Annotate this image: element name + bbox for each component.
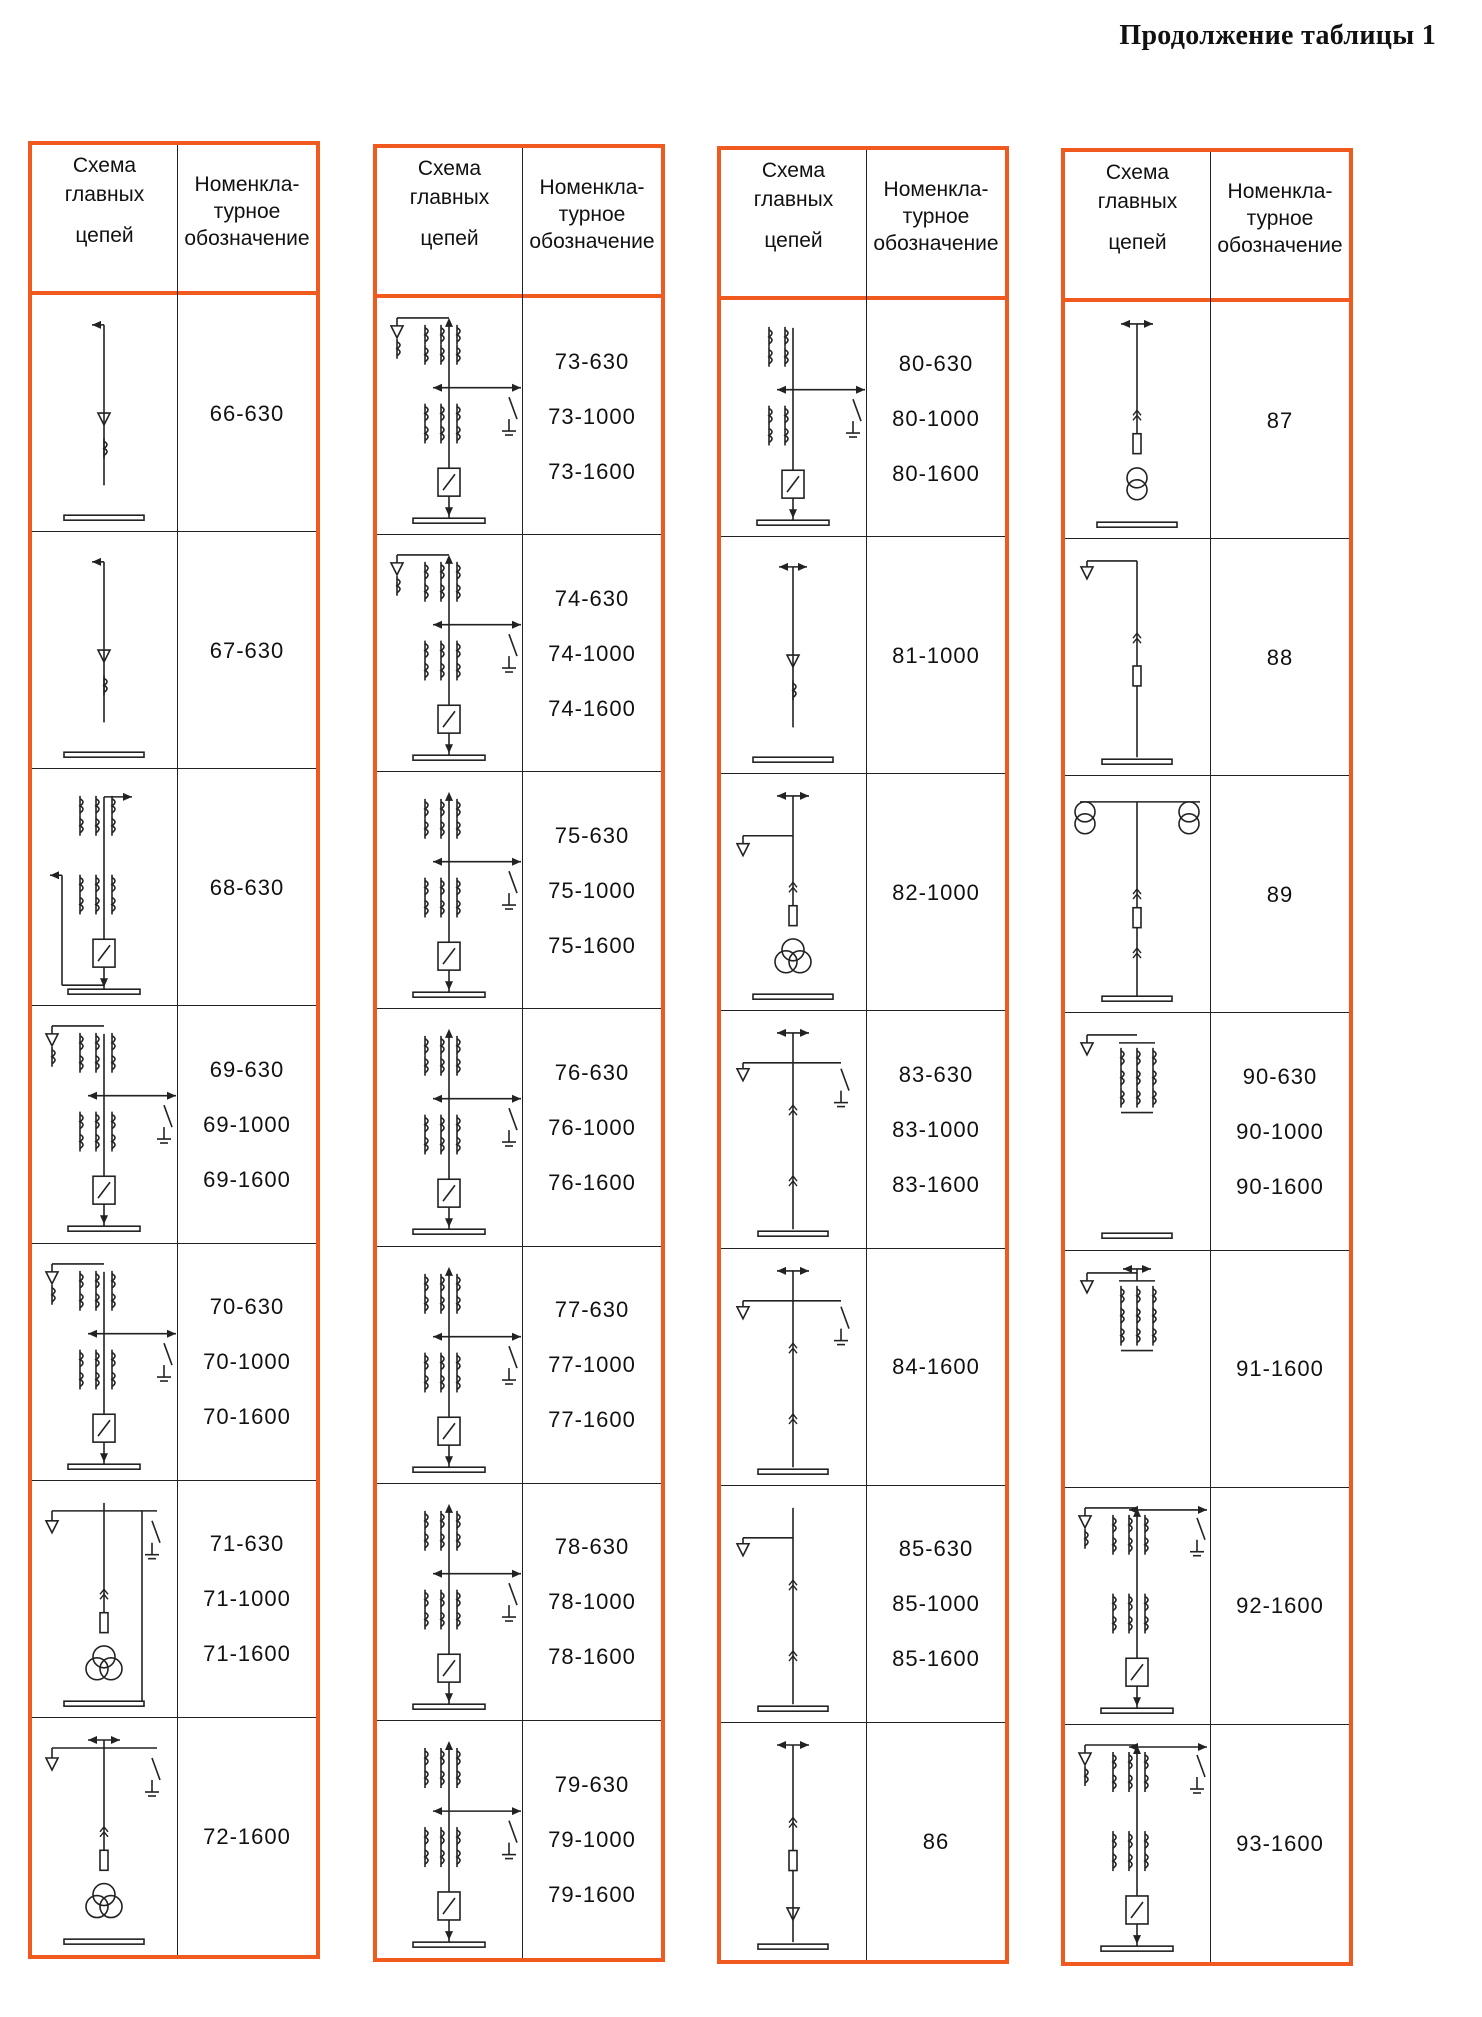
scheme-diagram-cell — [1065, 1488, 1210, 1724]
scheme-diagram-cell — [377, 772, 522, 1008]
table-row — [1065, 776, 1349, 1013]
designation-code: 74-1600 — [548, 695, 636, 721]
designation-cell — [178, 1006, 316, 1242]
designation-code: 79-630 — [554, 1771, 630, 1797]
designation-code: 77-1600 — [548, 1407, 636, 1433]
designation-cell — [178, 1718, 316, 1955]
scheme-diagram-cell — [1065, 539, 1210, 775]
header-designation-line: Номенкла- — [1227, 180, 1333, 203]
table-body — [1065, 302, 1349, 1962]
schematic-76-diagram — [377, 1009, 522, 1245]
designation-code: 78-1000 — [548, 1589, 636, 1615]
scheme-diagram-cell — [377, 298, 522, 534]
header-designation-line: обозначение — [184, 227, 310, 250]
schematic-75-diagram — [377, 772, 522, 1008]
schematic-71-diagram — [32, 1481, 177, 1717]
designation-code: 73-1600 — [548, 458, 636, 484]
scheme-table-4 — [1061, 148, 1353, 1966]
table-header — [32, 145, 316, 295]
designation-cell — [1211, 539, 1349, 775]
scheme-diagram-cell — [32, 1244, 177, 1480]
header-scheme-line: цепей — [75, 224, 134, 247]
schematic-82-diagram — [721, 774, 866, 1010]
designation-cell — [178, 1244, 316, 1480]
designation-code: 84-1600 — [892, 1354, 980, 1380]
schematic-74-diagram — [377, 535, 522, 771]
designation-code: 78-1600 — [548, 1644, 636, 1670]
header-designation-line: турное — [213, 200, 281, 223]
table-row — [377, 1721, 661, 1958]
schematic-83-diagram — [721, 1011, 866, 1247]
scheme-diagram-cell — [721, 1486, 866, 1722]
table-row — [32, 769, 316, 1006]
header-scheme-line: Схема — [72, 154, 137, 177]
table-row — [1065, 1725, 1349, 1962]
designation-cell — [523, 1247, 661, 1483]
designation-cell — [523, 298, 661, 534]
table-body — [32, 295, 316, 1955]
header-scheme-cell — [721, 150, 866, 296]
schematic-81-diagram — [721, 537, 866, 773]
header-scheme-line: цепей — [420, 227, 479, 250]
scheme-diagram-cell — [377, 1009, 522, 1245]
designation-cell — [867, 537, 1005, 773]
designation-code: 85-1600 — [892, 1646, 980, 1672]
scheme-diagram-cell — [1065, 776, 1210, 1012]
designation-code: 90-1000 — [1236, 1118, 1324, 1144]
table-row — [721, 1249, 1005, 1486]
designation-code: 79-1600 — [548, 1881, 636, 1907]
schematic-77-diagram — [377, 1247, 522, 1483]
designation-code: 83-630 — [898, 1061, 974, 1087]
designation-code: 80-630 — [898, 350, 974, 376]
designation-code: 70-1600 — [203, 1404, 291, 1430]
scheme-diagram-cell — [1065, 1725, 1210, 1962]
designation-code: 74-1000 — [548, 640, 636, 666]
header-scheme-cell — [1065, 152, 1210, 298]
designation-code: 90-1600 — [1236, 1173, 1324, 1199]
header-designation-cell — [1211, 178, 1349, 259]
designation-code: 85-630 — [898, 1536, 974, 1562]
designation-code: 86 — [922, 1828, 950, 1854]
header-designation-cell — [178, 171, 316, 252]
designation-code: 83-1600 — [892, 1171, 980, 1197]
designation-code: 79-1000 — [548, 1826, 636, 1852]
table-row — [32, 1006, 316, 1243]
designation-cell — [867, 300, 1005, 536]
schematic-78-diagram — [377, 1484, 522, 1720]
designation-cell — [1211, 1013, 1349, 1249]
schematic-67-diagram — [32, 532, 177, 768]
designation-code: 78-630 — [554, 1534, 630, 1560]
designation-code: 75-1600 — [548, 932, 636, 958]
scheme-diagram-cell — [377, 1721, 522, 1958]
schematic-80-diagram — [721, 300, 866, 536]
schematic-66-diagram — [32, 295, 177, 531]
header-designation-line: обозначение — [1217, 234, 1343, 257]
designation-code: 76-1000 — [548, 1114, 636, 1140]
scheme-diagram-cell — [1065, 302, 1210, 538]
table-row — [32, 1481, 316, 1718]
designation-code: 71-1600 — [203, 1641, 291, 1667]
scheme-diagram-cell — [377, 1247, 522, 1483]
designation-cell — [178, 295, 316, 531]
scheme-diagram-cell — [721, 774, 866, 1010]
scheme-diagram-cell — [377, 535, 522, 771]
table-row — [721, 1486, 1005, 1723]
table-row — [377, 1484, 661, 1721]
header-designation-line: турное — [902, 205, 970, 228]
scheme-diagram-cell — [32, 769, 177, 1005]
designation-cell — [867, 1249, 1005, 1485]
header-scheme-line: главных — [409, 186, 490, 209]
table-row — [377, 535, 661, 772]
table-row — [377, 772, 661, 1009]
table-row — [377, 1009, 661, 1246]
designation-code: 90-630 — [1242, 1063, 1318, 1089]
designation-code: 69-630 — [209, 1056, 285, 1082]
scheme-diagram-cell — [1065, 1013, 1210, 1249]
header-scheme-line: Схема — [417, 157, 482, 180]
scheme-diagram-cell — [721, 1011, 866, 1247]
table-row — [377, 298, 661, 535]
header-scheme-cell — [377, 148, 522, 294]
table-body — [377, 298, 661, 1958]
designation-cell — [523, 535, 661, 771]
designation-code: 73-1000 — [548, 403, 636, 429]
designation-cell — [178, 532, 316, 768]
schematic-86-diagram — [721, 1723, 866, 1960]
schematic-92-diagram — [1065, 1488, 1210, 1724]
designation-code: 76-1600 — [548, 1169, 636, 1195]
schematic-68-diagram — [32, 769, 177, 1005]
designation-code: 76-630 — [554, 1059, 630, 1085]
scheme-diagram-cell — [32, 1006, 177, 1242]
scheme-diagram-cell — [721, 537, 866, 773]
schematic-90-diagram — [1065, 1013, 1210, 1249]
scheme-table-3 — [717, 146, 1009, 1964]
table-row — [32, 1718, 316, 1955]
header-designation-line: Номенкла- — [539, 176, 645, 199]
designation-code: 91-1600 — [1236, 1356, 1324, 1382]
table-row — [721, 1011, 1005, 1248]
schematic-73-diagram — [377, 298, 522, 534]
designation-cell — [867, 1486, 1005, 1722]
designation-cell — [867, 1011, 1005, 1247]
header-scheme-line: главных — [64, 183, 145, 206]
table-row — [1065, 1013, 1349, 1250]
table-body — [721, 300, 1005, 1960]
scheme-diagram-cell — [1065, 1251, 1210, 1487]
scheme-diagram-cell — [377, 1484, 522, 1720]
table-header — [721, 150, 1005, 300]
table-header — [1065, 152, 1349, 302]
designation-cell — [1211, 302, 1349, 538]
designation-cell — [178, 1481, 316, 1717]
schematic-70-diagram — [32, 1244, 177, 1480]
designation-code: 71-630 — [209, 1531, 285, 1557]
designation-code: 80-1600 — [892, 460, 980, 486]
scheme-diagram-cell — [721, 1249, 866, 1485]
header-scheme-line: Схема — [1105, 161, 1170, 184]
designation-code: 80-1000 — [892, 405, 980, 431]
table-row — [1065, 302, 1349, 539]
schematic-85-diagram — [721, 1486, 866, 1722]
designation-cell — [523, 1721, 661, 1958]
designation-cell — [1211, 776, 1349, 1012]
designation-cell — [523, 772, 661, 1008]
schematic-79-diagram — [377, 1721, 522, 1958]
header-scheme-cell — [32, 145, 177, 291]
table-row — [32, 532, 316, 769]
designation-code: 69-1000 — [203, 1111, 291, 1137]
designation-code: 75-1000 — [548, 877, 636, 903]
designation-code: 82-1000 — [892, 879, 980, 905]
table-row — [721, 774, 1005, 1011]
designation-code: 93-1600 — [1236, 1830, 1324, 1856]
designation-code: 68-630 — [209, 874, 285, 900]
designation-code: 88 — [1266, 644, 1294, 670]
designation-code: 70-630 — [209, 1294, 285, 1320]
schematic-88-diagram — [1065, 539, 1210, 775]
designation-code: 75-630 — [554, 822, 630, 848]
scheme-diagram-cell — [32, 1718, 177, 1955]
scheme-table-1 — [28, 141, 320, 1959]
schematic-87-diagram — [1065, 302, 1210, 538]
designation-code: 74-630 — [554, 585, 630, 611]
header-designation-line: турное — [1246, 207, 1314, 230]
table-row — [377, 1247, 661, 1484]
schematic-89-diagram — [1065, 776, 1210, 1012]
header-scheme-line: цепей — [764, 229, 823, 252]
designation-code: 85-1000 — [892, 1591, 980, 1617]
header-designation-cell — [523, 174, 661, 255]
designation-code: 70-1000 — [203, 1349, 291, 1375]
schematic-69-diagram — [32, 1006, 177, 1242]
designation-code: 83-1000 — [892, 1116, 980, 1142]
table-row — [1065, 539, 1349, 776]
table-header — [377, 148, 661, 298]
header-scheme-line: Схема — [761, 159, 826, 182]
designation-code: 77-1000 — [548, 1352, 636, 1378]
table-row — [721, 537, 1005, 774]
scheme-table-2 — [373, 144, 665, 1962]
scheme-diagram-cell — [721, 1723, 866, 1960]
header-designation-line: Номенкла- — [883, 178, 989, 201]
designation-code: 72-1600 — [203, 1823, 291, 1849]
header-designation-line: Номенкла- — [194, 173, 300, 196]
header-scheme-line: главных — [1097, 190, 1178, 213]
designation-code: 77-630 — [554, 1297, 630, 1323]
designation-cell — [867, 774, 1005, 1010]
designation-cell — [1211, 1488, 1349, 1724]
designation-cell — [867, 1723, 1005, 1960]
designation-code: 92-1600 — [1236, 1593, 1324, 1619]
designation-code: 69-1600 — [203, 1166, 291, 1192]
header-designation-line: турное — [558, 203, 626, 226]
header-designation-cell — [867, 176, 1005, 257]
table-row — [32, 1244, 316, 1481]
designation-code: 67-630 — [209, 637, 285, 663]
designation-code: 71-1000 — [203, 1586, 291, 1612]
table-row — [721, 1723, 1005, 1960]
schematic-91-diagram — [1065, 1251, 1210, 1487]
header-designation-line: обозначение — [873, 232, 999, 255]
designation-code: 89 — [1266, 881, 1294, 907]
header-designation-line: обозначение — [529, 230, 655, 253]
designation-cell — [1211, 1725, 1349, 1962]
designation-cell — [1211, 1251, 1349, 1487]
scheme-diagram-cell — [721, 300, 866, 536]
scheme-diagram-cell — [32, 532, 177, 768]
scheme-diagram-cell — [32, 1481, 177, 1717]
table-row — [32, 295, 316, 532]
designation-code: 66-630 — [209, 400, 285, 426]
page-title: Продолжение таблицы 1 — [1119, 20, 1436, 51]
schematic-84-diagram — [721, 1249, 866, 1485]
designation-code: 81-1000 — [892, 642, 980, 668]
designation-cell — [523, 1009, 661, 1245]
designation-code: 87 — [1266, 407, 1294, 433]
table-row — [1065, 1488, 1349, 1725]
table-row — [1065, 1251, 1349, 1488]
designation-code: 73-630 — [554, 348, 630, 374]
header-scheme-line: цепей — [1108, 231, 1167, 254]
designation-cell — [523, 1484, 661, 1720]
designation-cell — [178, 769, 316, 1005]
scheme-diagram-cell — [32, 295, 177, 531]
header-scheme-line: главных — [753, 188, 834, 211]
schematic-93-diagram — [1065, 1725, 1210, 1962]
schematic-72-diagram — [32, 1718, 177, 1955]
table-row — [721, 300, 1005, 537]
